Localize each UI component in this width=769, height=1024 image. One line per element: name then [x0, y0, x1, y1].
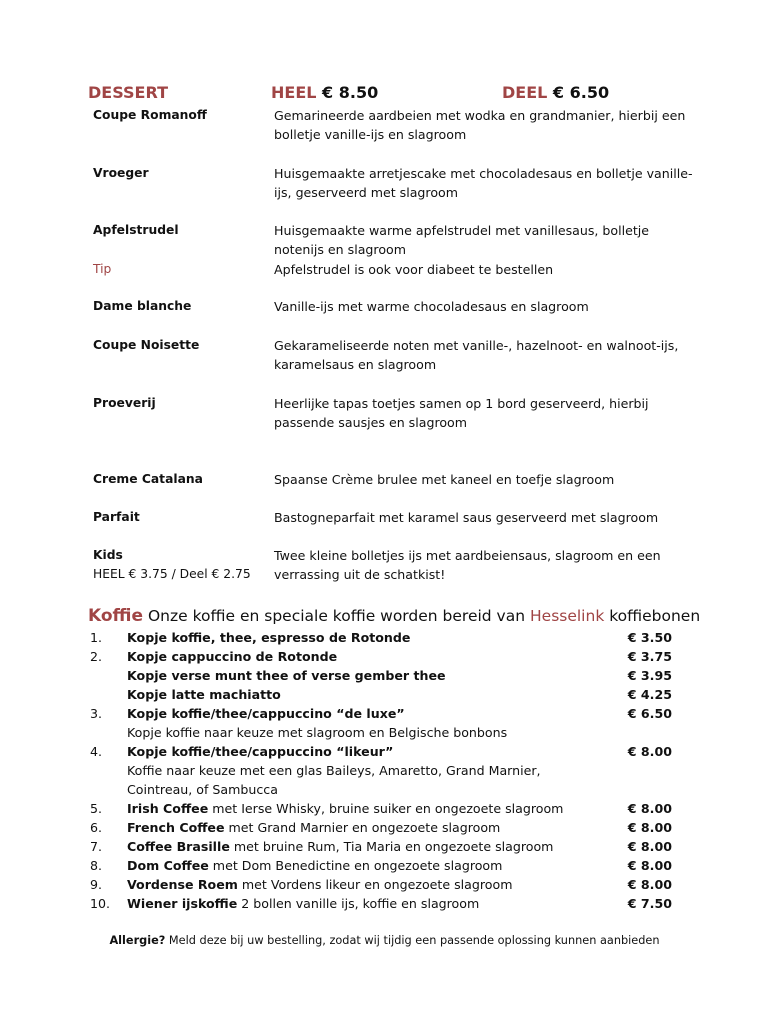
coffee-item: [127, 856, 502, 875]
coffee-item: [127, 628, 410, 647]
coffee-item-name: Kopje latte machiatto: [127, 687, 281, 702]
coffee-item-price: € 3.75: [627, 649, 672, 664]
coffee-item-desc: 2 bollen vanille ijs, koffie en slagroom: [237, 896, 480, 911]
coffee-item-name: Kopje verse munt thee of verse gember thee: [127, 668, 446, 683]
coffee-item-number: 1.: [90, 630, 103, 645]
coffee-item-name: Vordense Roem: [127, 877, 238, 892]
dessert-desc: Bastogneparfait met karamel saus geserveerd met slagroom: [274, 510, 659, 525]
coffee-item: [127, 647, 337, 666]
coffee-item-price: € 8.00: [627, 744, 672, 759]
dessert-name: Dame blanche: [93, 299, 192, 313]
coffee-item: [127, 666, 446, 685]
dessert-name: Coupe Noisette: [93, 338, 200, 352]
coffee-item-number: 2.: [90, 649, 103, 664]
koffie-intro-end: koffiebonen: [609, 607, 701, 625]
coffee-item-desc: Koffie naar keuze met een glas Baileys, Amaretto, Grand Marnier,: [127, 763, 541, 778]
dessert-name: Creme Catalana: [93, 472, 203, 486]
coffee-item-name: French Coffee: [127, 820, 225, 835]
coffee-item-number: 8.: [90, 858, 103, 873]
koffie-title: Koffie: [88, 606, 144, 626]
dessert-name: [93, 546, 251, 584]
coffee-item-price: € 3.50: [627, 630, 672, 645]
coffee-item-desc: met Ierse Whisky, bruine suiker en ongezoete slagroom: [208, 801, 564, 816]
coffee-item-number: 10.: [90, 896, 111, 911]
kids-name: Kids: [93, 548, 123, 562]
dessert-desc: Spaanse Crème brulee met kaneel en toefje slagroom: [274, 472, 615, 487]
coffee-item: [127, 818, 500, 837]
coffee-item-price: € 6.50: [627, 706, 672, 721]
dessert-desc: Gemarineerde aardbeien met wodka en grandmanier, hierbij een bolletje vanille-ijs en slagroom: [274, 108, 686, 142]
coffee-item-name: Wiener ijskoffie: [127, 896, 238, 911]
heel-price: € 8.50: [322, 83, 379, 102]
heel-label: HEEL: [271, 83, 317, 102]
coffee-item-price: € 8.00: [627, 839, 672, 854]
coffee-item: [127, 894, 479, 913]
coffee-item-name: Kopje koffie/thee/cappuccino “de luxe”: [127, 706, 405, 721]
coffee-item-desc: met Vordens likeur en ongezoete slagroom: [237, 877, 513, 892]
coffee-item-number: 4.: [90, 744, 103, 759]
brand-name: Hesselink: [530, 607, 605, 625]
allergy-text: Meld deze bij uw bestelling, zodat wij tijdig een passende oplossing kunnen aanbieden: [165, 934, 660, 947]
coffee-item-name: Coffee Brasille: [127, 839, 230, 854]
koffie-intro: Onze koffie en speciale koffie worden bereid van: [147, 607, 526, 625]
coffee-item: [127, 780, 278, 799]
dessert-name: Coupe Romanoff: [93, 108, 207, 122]
coffee-item-price: € 8.00: [627, 858, 672, 873]
dessert-desc: Heerlijke tapas toetjes samen op 1 bord geserveerd, hierbij passende sausjes en slagroom: [274, 396, 649, 430]
coffee-item-desc: Cointreau, of Sambucca: [127, 782, 278, 797]
coffee-item: [127, 837, 553, 856]
allergy-note: [0, 934, 769, 947]
coffee-item-number: 7.: [90, 839, 103, 854]
coffee-item-price: € 3.95: [627, 668, 672, 683]
deel-price: € 6.50: [552, 83, 610, 102]
coffee-item-price: € 4.25: [627, 687, 672, 702]
coffee-item: [127, 723, 507, 742]
dessert-desc: Gekarameliseerde noten met vanille-, hazelnoot- en walnoot-ijs, karamelsaus en slagroom: [274, 338, 679, 372]
dessert-title: DESSERT: [88, 83, 168, 102]
heel-price-header: [271, 83, 378, 102]
deel-price-header: [502, 83, 609, 102]
coffee-item-name: Kopje koffie/thee/cappuccino “likeur”: [127, 744, 394, 759]
dessert-desc: Huisgemaakte arretjescake met chocoladesaus en bolletje vanille-ijs, geserveerd met slagroom: [274, 166, 693, 200]
coffee-item-number: 6.: [90, 820, 103, 835]
coffee-item: [127, 704, 405, 723]
coffee-item-number: 9.: [90, 877, 103, 892]
tip-label: Tip: [93, 262, 112, 276]
deel-label: DEEL: [502, 83, 548, 102]
dessert-name: Vroeger: [93, 166, 149, 180]
coffee-item-desc: Kopje koffie naar keuze met slagroom en Belgische bonbons: [127, 725, 508, 740]
koffie-heading: [88, 606, 700, 626]
coffee-item: [127, 685, 281, 704]
coffee-item: [127, 761, 541, 780]
dessert-name: Parfait: [93, 510, 140, 524]
coffee-item-desc: met bruine Rum, Tia Maria en ongezoete slagroom: [229, 839, 554, 854]
allergy-label: Allergie?: [109, 934, 166, 947]
tip-text: Apfelstrudel is ook voor diabeet te bestellen: [274, 262, 554, 277]
coffee-item: [127, 875, 512, 894]
dessert-desc: Vanille-ijs met warme chocoladesaus en slagroom: [274, 299, 589, 314]
dessert-name: Apfelstrudel: [93, 223, 179, 237]
coffee-item-name: Dom Coffee: [127, 858, 209, 873]
dessert-name: Proeverij: [93, 396, 156, 410]
coffee-item-price: € 8.00: [627, 877, 672, 892]
coffee-item-number: 3.: [90, 706, 103, 721]
coffee-item-desc: met Grand Marnier en ongezoete slagroom: [224, 820, 501, 835]
coffee-item: [127, 799, 563, 818]
coffee-item-desc: met Dom Benedictine en ongezoete slagroom: [208, 858, 503, 873]
coffee-item-number: 5.: [90, 801, 103, 816]
coffee-item-price: € 8.00: [627, 820, 672, 835]
coffee-item-name: Kopje cappuccino de Rotonde: [127, 649, 338, 664]
coffee-item-name: Kopje koffie, thee, espresso de Rotonde: [127, 630, 411, 645]
dessert-desc: Twee kleine bolletjes ijs met aardbeiensaus, slagroom en een verrassing uit de schatkist!: [274, 548, 661, 582]
coffee-item-price: € 8.00: [627, 801, 672, 816]
coffee-item: [127, 742, 393, 761]
coffee-item-name: Irish Coffee: [127, 801, 209, 816]
coffee-item-price: € 7.50: [627, 896, 672, 911]
dessert-desc: Huisgemaakte warme apfelstrudel met vanillesaus, bolletje notenijs en slagroom: [274, 223, 650, 257]
kids-prices: HEEL € 3.75 / Deel € 2.75: [93, 567, 251, 581]
